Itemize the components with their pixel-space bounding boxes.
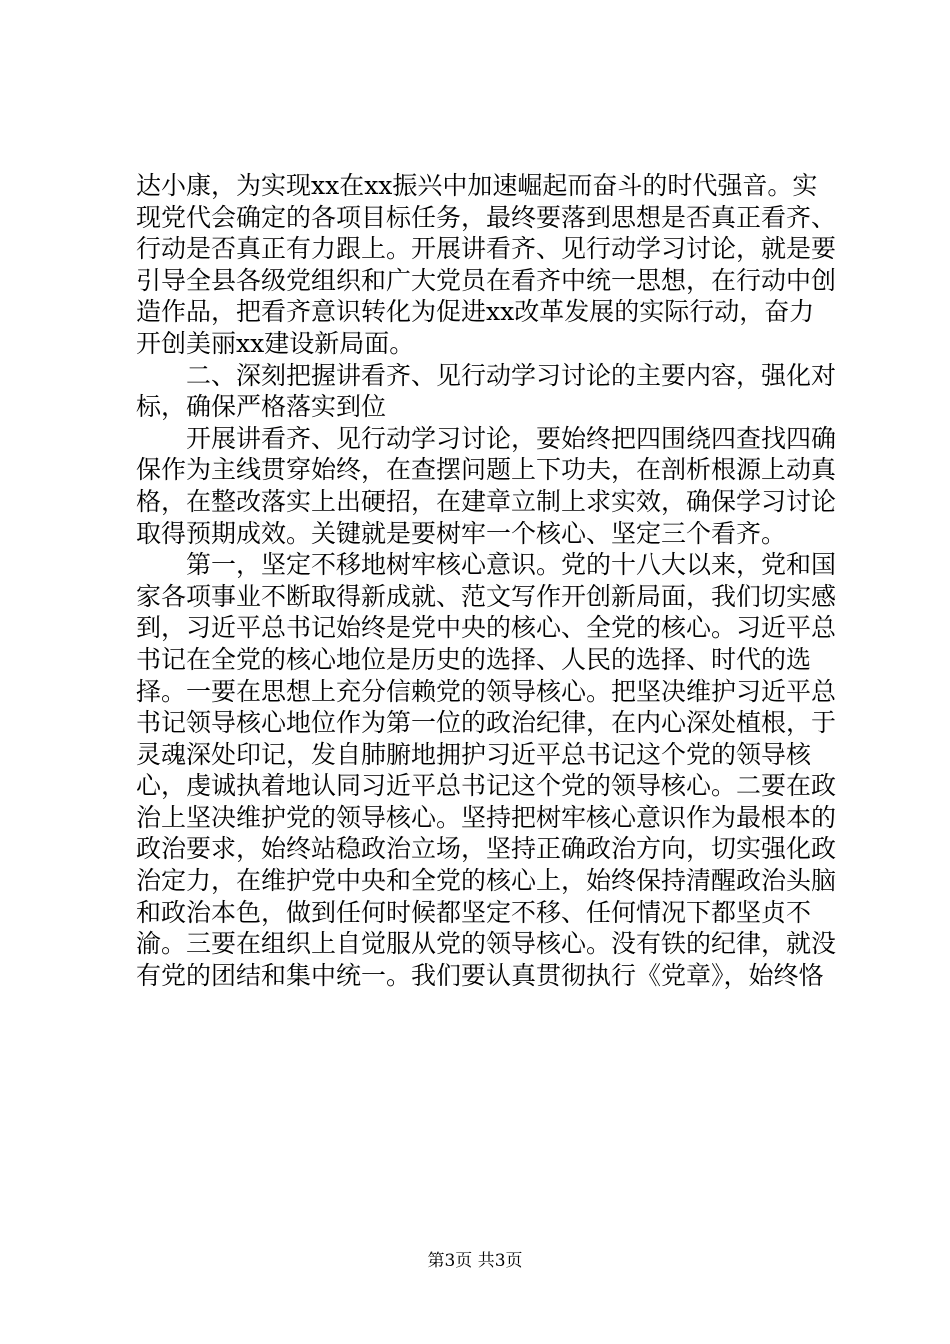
page-number-footer: 第3页 共3页 bbox=[427, 1251, 523, 1271]
paragraph-main-content: 开展讲看齐、见行动学习讨论，要始终把四围绕四查找四确保作为主线贯穿始终，在查摆问题上下功夫，在剖析根源上动真格，在整改落实上出硬招，在建章立制上求实效，确保学习讨论取得预期成效。关键就是要树牢一个核心、坚定三个看齐。 bbox=[136, 423, 837, 548]
section-heading: 二、深刻把握讲看齐、见行动学习讨论的主要内容，强化对标，确保严格落实到位 bbox=[136, 360, 837, 422]
paragraph-continuation: 达小康，为实现xx在xx振兴中加速崛起而奋斗的时代强音。实现党代会确定的各项目标任务，最终要落到思想是否真正看齐、行动是否真正有力跟上。开展讲看齐、见行动学习讨论，就是要引导全县各级党组织和广大党员在看齐中统一思想，在行动中创造作品，把看齐意识转化为促进xx改革发展的实际行动，奋力开创美丽xx建设新局面。 bbox=[136, 171, 837, 358]
paragraph-core-awareness: 第一，坚定不移地树牢核心意识。党的十八大以来，党和国家各项事业不断取得新成就、范文写作开创新局面，我们切实感到，习近平总书记始终是党中央的核心、全党的核心。习近平总书记在全党的核心地位是历史的选择、人民的选择、时代的选择。一要在思想上充分信赖党的领导核心。把坚决维护习近平总书记领导核心地位作为第一位的政治纪律，在内心深处植根，于灵魂深处印记，发自肺腑地拥护习近平总书记这个党的领导核心，虔诚执着地认同习近平总书记这个党的领导核心。二要在政治上坚决维护党的领导核心。坚持把树牢核心意识作为最根本的政治要求，始终站稳政治立场，坚持正确政治方向，切实强化政治定力，在维护党中央和全党的核心上，始终保持清醒政治头脑和政治本色，做到任何时候都坚定不移、任何情况下都坚贞不渝。三要在组织上自觉服从党的领导核心。没有铁的纪律，就没有党的团结和集中统一。我们要认真贯彻执行《党章》，始终恪 bbox=[136, 550, 837, 990]
document-body bbox=[136, 170, 836, 991]
